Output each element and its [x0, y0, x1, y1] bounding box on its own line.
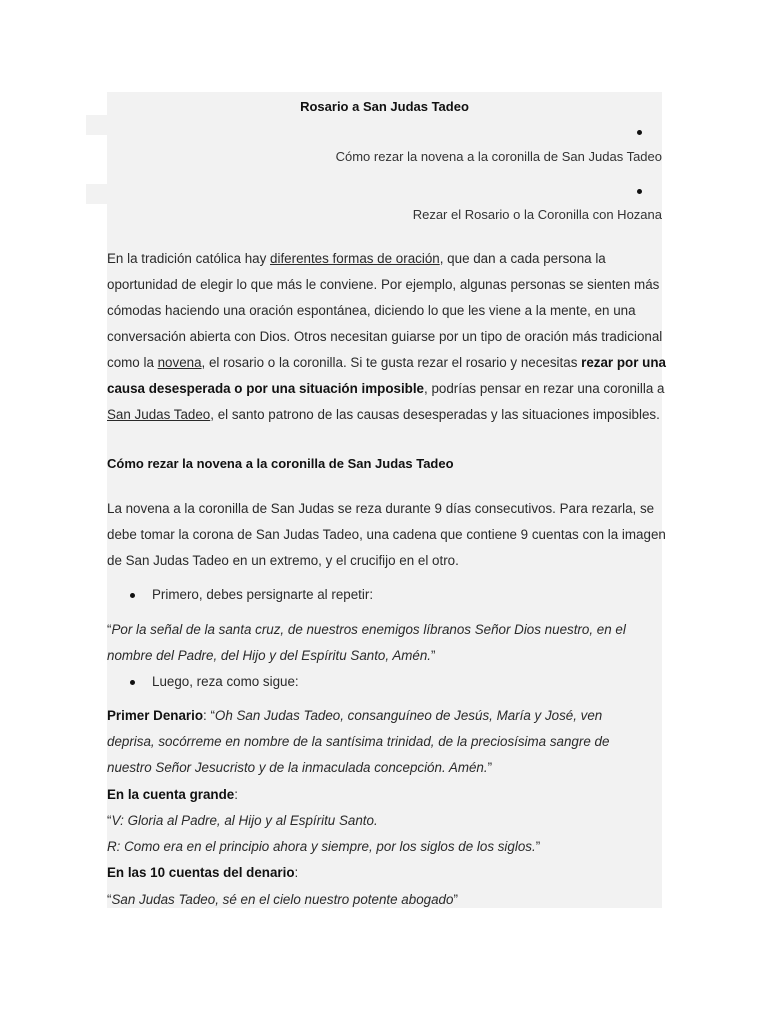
prayer-line [107, 838, 667, 856]
prayer-text: V: Gloria al Padre, al Hijo y al Espíritu Santo. [111, 813, 378, 828]
toc-bullet-icon [637, 130, 642, 135]
link-novena[interactable]: novena [157, 355, 202, 370]
list-item [130, 586, 373, 604]
prayer-line [107, 812, 667, 830]
bullet-icon [130, 593, 135, 598]
quote-mark: “ [107, 892, 112, 907]
section-heading: Cómo rezar la novena a la coronilla de San Judas Tadeo [107, 456, 454, 471]
prayer-text: deprisa, socórreme en nombre de la santísima trinidad, de la preciosísima sangre de [107, 734, 610, 749]
cuenta-grande-label: En la cuenta grande [107, 787, 235, 802]
bullet-icon [130, 680, 135, 685]
denario-line [107, 759, 667, 777]
diez-cuentas-label: En las 10 cuentas del denario [107, 865, 295, 880]
intro-text: En la tradición católica hay [107, 251, 271, 266]
prayer-text: nuestro Señor Jesucristo y de la inmaculada concepción. Amén. [107, 760, 488, 775]
cuenta-grande-heading [107, 786, 667, 804]
toc-link-novena[interactable]: Cómo rezar la novena a la coronilla de San Judas Tadeo [335, 149, 662, 164]
prayer-text: San Judas Tadeo, sé en el cielo nuestro potente abogado [111, 892, 454, 907]
intro-bold-text: rezar por una causa desesperada o por una situación imposible [107, 355, 666, 396]
prayer-text: Oh San Judas Tadeo, consanguíneo de Jesús, María y José, ven [214, 708, 603, 723]
quote-mark: ” [487, 760, 493, 775]
link-san-judas-tadeo[interactable]: San Judas Tadeo [107, 407, 211, 422]
quote-mark: “ [107, 813, 112, 828]
separator: : [234, 787, 238, 802]
prayer-line [107, 647, 667, 665]
quote-mark: “ [107, 622, 112, 637]
quote-mark: ” [535, 839, 541, 854]
list-item [130, 673, 299, 691]
prayer-text: Por la señal de la santa cruz, de nuestros enemigos líbranos Señor Dios nuestro, en el [111, 622, 626, 637]
diez-cuentas-heading [107, 864, 667, 882]
denario-line [107, 733, 667, 751]
intro-text: , que dan a cada persona la oportunidad de elegir lo que más le conviene. Por ejemplo, algunas personas se sienten más cómodas haciendo una oración espontánea, diciendo lo que les viene a la mente, en una conversación abierta con Dios. Otros necesitan guiarse por un tipo de oración más tradicional como la [107, 251, 663, 370]
intro-text: , el rosario o la coronilla. Si te gusta rezar el rosario y necesitas [201, 355, 582, 370]
separator: : “ [203, 708, 215, 723]
toc-link-hozana[interactable]: Rezar el Rosario o la Coronilla con Hozana [412, 207, 662, 222]
link-formas-de-oracion[interactable]: diferentes formas de oración [270, 251, 440, 266]
list-item-text: Luego, reza como sigue: [152, 674, 299, 689]
quote-mark: ” [453, 892, 458, 907]
denario-line [107, 707, 667, 725]
section-paragraph: La novena a la coronilla de San Judas se reza durante 9 días consecutivos. Para rezarla, se debe tomar la corona de San Judas Tadeo, una cadena que contiene 9 cuentas con la imagen de San Judas Tadeo en un extremo, y el crucifijo en el otro. [107, 501, 666, 568]
prayer-line [107, 891, 667, 909]
prayer-text: nombre del Padre, del Hijo y del Espíritu Santo, Amén. [107, 648, 432, 663]
prayer-line [107, 621, 667, 639]
toc-bullet-icon [637, 189, 642, 194]
intro-text: , podrías pensar en rezar una coronilla a [424, 381, 665, 396]
intro-paragraph [107, 246, 667, 428]
quote-mark: ” [431, 648, 436, 663]
margin-marker [86, 115, 108, 135]
document-title: Rosario a San Judas Tadeo [300, 99, 469, 114]
list-item-text: Primero, debes persignarte al repetir: [152, 587, 374, 602]
denario-label: Primer Denario [107, 708, 204, 723]
margin-marker [86, 184, 108, 204]
intro-text: , el santo patrono de las causas desesperadas y las situaciones imposibles. [210, 407, 660, 422]
separator: : [294, 865, 299, 880]
prayer-text: R: Como era en el principio ahora y siempre, por los siglos de los siglos. [107, 839, 536, 854]
